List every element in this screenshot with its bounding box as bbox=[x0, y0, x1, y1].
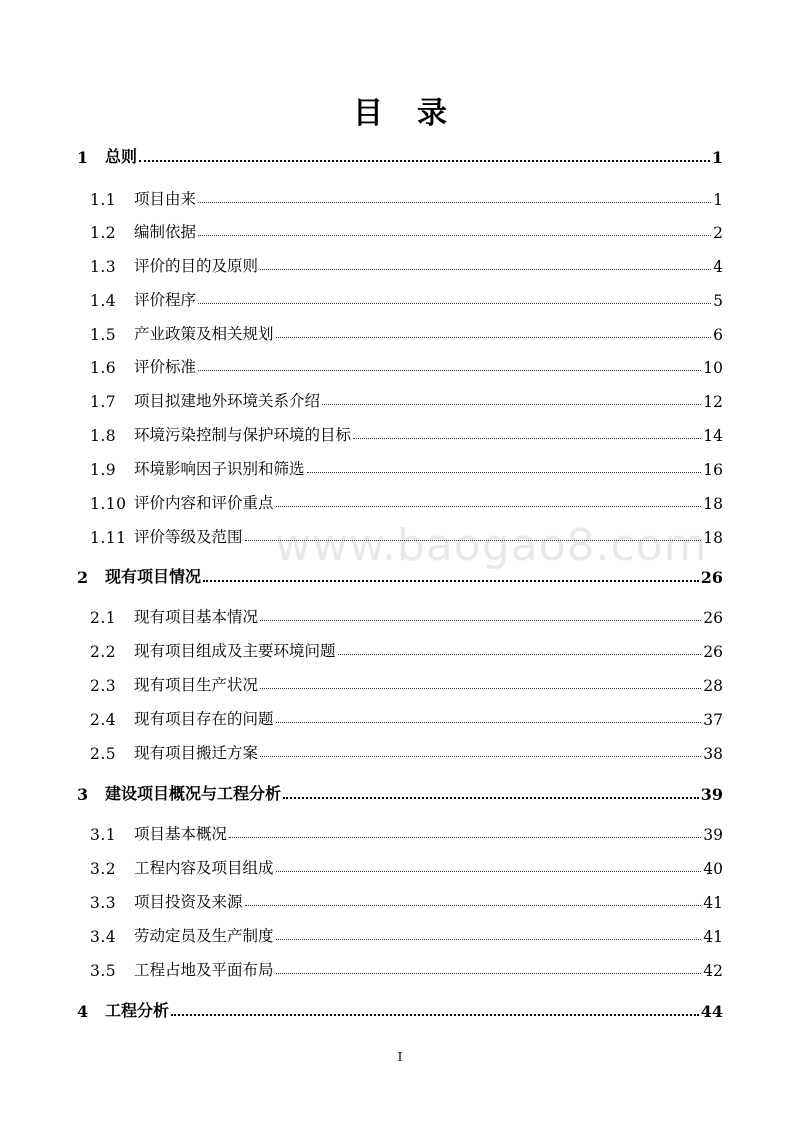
toc-entry-label: 评价内容和评价重点 bbox=[134, 494, 274, 512]
toc-entry-page: 41 bbox=[703, 894, 723, 912]
toc-entry-page: 42 bbox=[703, 962, 723, 980]
toc-entry[interactable] bbox=[90, 489, 723, 513]
toc-leader-dots bbox=[260, 756, 701, 757]
toc-entry-label: 环境影响因子识别和筛选 bbox=[134, 460, 305, 478]
toc-entry-label: 现有项目情况 bbox=[105, 567, 202, 586]
toc-entry[interactable] bbox=[90, 523, 723, 547]
toc-entry-page: 28 bbox=[703, 677, 723, 695]
toc-entry[interactable] bbox=[90, 218, 723, 242]
toc-entry[interactable] bbox=[90, 956, 723, 980]
toc-leader-dots bbox=[139, 160, 710, 162]
toc-entry-number: 1.4 bbox=[90, 292, 117, 310]
toc-entry-label: 评价的目的及原则 bbox=[134, 257, 259, 275]
toc-entry-label: 项目拟建地外环境关系介绍 bbox=[134, 392, 321, 410]
toc-entry-label: 现有项目生产状况 bbox=[134, 676, 259, 694]
toc-entry-label: 项目由来 bbox=[134, 190, 197, 208]
toc-entry[interactable] bbox=[90, 671, 723, 695]
toc-entry-number: 1.8 bbox=[90, 427, 117, 445]
toc-entry-label: 产业政策及相关规划 bbox=[134, 325, 274, 343]
toc-entry-number: 1.5 bbox=[90, 326, 117, 344]
toc-entry-number: 3.3 bbox=[90, 894, 117, 912]
toc-entry-label: 建设项目概况与工程分析 bbox=[105, 784, 282, 803]
toc-entry-label: 现有项目存在的问题 bbox=[134, 710, 274, 728]
toc-entry-page: 38 bbox=[703, 745, 723, 763]
toc-entry-number: 1.10 bbox=[90, 495, 127, 513]
toc-leader-dots bbox=[353, 438, 701, 439]
toc-entry-page: 39 bbox=[700, 785, 723, 804]
toc-leader-dots bbox=[203, 580, 699, 582]
toc-entry[interactable] bbox=[90, 922, 723, 946]
toc-entry-label: 现有项目基本情况 bbox=[134, 608, 259, 626]
toc-entry-number: 3.2 bbox=[90, 860, 117, 878]
toc-entry[interactable] bbox=[90, 820, 723, 844]
toc-entry-label: 劳动定员及生产制度 bbox=[134, 927, 274, 945]
toc-entry[interactable] bbox=[90, 705, 723, 729]
toc-entry-number: 2.2 bbox=[90, 643, 117, 661]
toc-entry-number: 2.3 bbox=[90, 677, 117, 695]
toc-entry-number: 2 bbox=[77, 568, 89, 587]
toc-entry[interactable] bbox=[90, 455, 723, 479]
toc-entry-page: 26 bbox=[700, 568, 723, 587]
toc-entry-label: 评价标准 bbox=[134, 358, 197, 376]
toc-entry-number: 1.9 bbox=[90, 461, 117, 479]
toc-entry-page: 26 bbox=[703, 643, 723, 661]
toc-entry-page: 1 bbox=[711, 148, 723, 167]
toc-leader-dots bbox=[229, 837, 701, 838]
toc-entry-page: 18 bbox=[703, 495, 723, 513]
toc-entry-number: 1.7 bbox=[90, 393, 117, 411]
toc-leader-dots bbox=[198, 202, 711, 203]
page-number-footer: I bbox=[397, 1050, 403, 1064]
toc-entry-number: 2.4 bbox=[90, 711, 117, 729]
toc-entry-label: 工程内容及项目组成 bbox=[134, 859, 274, 877]
toc-leader-dots bbox=[283, 797, 699, 799]
toc-entry-page: 40 bbox=[703, 860, 723, 878]
toc-leader-dots bbox=[322, 404, 701, 405]
toc-entry-number: 1.1 bbox=[90, 191, 117, 209]
toc-entry-label: 现有项目搬迁方案 bbox=[134, 744, 259, 762]
toc-entry-page: 2 bbox=[713, 224, 723, 242]
toc-entry-page: 4 bbox=[713, 258, 723, 276]
toc-entry-page: 37 bbox=[703, 711, 723, 729]
toc-leader-dots bbox=[276, 337, 712, 338]
toc-leader-dots bbox=[276, 973, 702, 974]
toc-leader-dots bbox=[260, 620, 701, 621]
toc-leader-dots bbox=[338, 654, 702, 655]
toc-entry-page: 26 bbox=[703, 609, 723, 627]
toc-leader-dots bbox=[276, 506, 702, 507]
toc-entry[interactable] bbox=[90, 888, 723, 912]
toc-entry[interactable] bbox=[77, 143, 723, 167]
toc-leader-dots bbox=[245, 905, 702, 906]
toc-leader-dots bbox=[276, 722, 702, 723]
toc-entry[interactable] bbox=[77, 997, 723, 1021]
toc-entry-label: 环境污染控制与保护环境的目标 bbox=[134, 426, 352, 444]
toc-entry-page: 41 bbox=[703, 928, 723, 946]
toc-leader-dots bbox=[198, 235, 711, 236]
toc-entry-number: 2.5 bbox=[90, 745, 117, 763]
toc-entry-number: 4 bbox=[77, 1002, 89, 1021]
toc-leader-dots bbox=[260, 688, 701, 689]
toc-entry-page: 44 bbox=[700, 1002, 723, 1021]
page-title bbox=[0, 88, 800, 132]
toc-entry-label: 总则 bbox=[105, 147, 138, 166]
toc-entry-page: 39 bbox=[703, 826, 723, 844]
toc-entry[interactable] bbox=[90, 387, 723, 411]
toc-leader-dots bbox=[198, 303, 711, 304]
toc-entry-number: 3 bbox=[77, 785, 89, 804]
toc-leader-dots bbox=[307, 472, 702, 473]
toc-leader-dots bbox=[276, 939, 702, 940]
toc-entry-label: 项目投资及来源 bbox=[134, 893, 243, 911]
toc-entry-number: 1.11 bbox=[90, 529, 127, 547]
toc-entry-number: 3.5 bbox=[90, 962, 117, 980]
toc-entry[interactable] bbox=[90, 252, 723, 276]
toc-entry-number: 2.1 bbox=[90, 609, 117, 627]
toc-leader-dots bbox=[198, 370, 701, 371]
toc-entry[interactable] bbox=[90, 739, 723, 763]
toc-entry-label: 工程分析 bbox=[105, 1001, 170, 1020]
toc-leader-dots bbox=[276, 871, 702, 872]
toc-entry[interactable] bbox=[90, 603, 723, 627]
toc-entry-number: 1.3 bbox=[90, 258, 117, 276]
watermark: www.baogao8.com bbox=[275, 520, 708, 571]
toc-entry-number: 3.1 bbox=[90, 826, 117, 844]
toc-entry-page: 12 bbox=[703, 393, 723, 411]
toc-entry-label: 评价等级及范围 bbox=[134, 528, 243, 546]
toc-entry[interactable] bbox=[90, 320, 723, 344]
toc-entry-label: 评价程序 bbox=[134, 291, 197, 309]
toc-leader-dots bbox=[171, 1014, 699, 1016]
toc-entry-number: 3.4 bbox=[90, 928, 117, 946]
toc-entry-number: 1.2 bbox=[90, 224, 117, 242]
toc-entry-page: 6 bbox=[713, 326, 723, 344]
toc-entry[interactable] bbox=[77, 780, 723, 804]
page-title-part1: 目 bbox=[353, 96, 383, 131]
toc-entry-page: 1 bbox=[713, 191, 723, 209]
toc-entry[interactable] bbox=[77, 563, 723, 587]
toc-entry-number: 1.6 bbox=[90, 359, 117, 377]
toc-leader-dots bbox=[245, 540, 702, 541]
toc-entry-label: 现有项目组成及主要环境问题 bbox=[134, 642, 336, 660]
toc-entry-label: 项目基本概况 bbox=[134, 825, 228, 843]
toc-entry-label: 工程占地及平面布局 bbox=[134, 961, 274, 979]
toc-entry[interactable] bbox=[90, 421, 723, 445]
toc-entry-page: 16 bbox=[703, 461, 723, 479]
toc-entry-page: 14 bbox=[703, 427, 723, 445]
toc-entry[interactable] bbox=[90, 185, 723, 209]
toc-entry-label: 编制依据 bbox=[134, 223, 197, 241]
toc-leader-dots bbox=[260, 269, 711, 270]
toc-entry[interactable] bbox=[90, 353, 723, 377]
toc-entry[interactable] bbox=[90, 286, 723, 310]
toc-entry-page: 10 bbox=[703, 359, 723, 377]
toc-entry-page: 18 bbox=[703, 529, 723, 547]
toc-entry-page: 5 bbox=[713, 292, 723, 310]
toc-entry-number: 1 bbox=[77, 148, 89, 167]
page-title-part2: 录 bbox=[417, 96, 447, 131]
toc-entry[interactable] bbox=[90, 637, 723, 661]
toc-entry[interactable] bbox=[90, 854, 723, 878]
